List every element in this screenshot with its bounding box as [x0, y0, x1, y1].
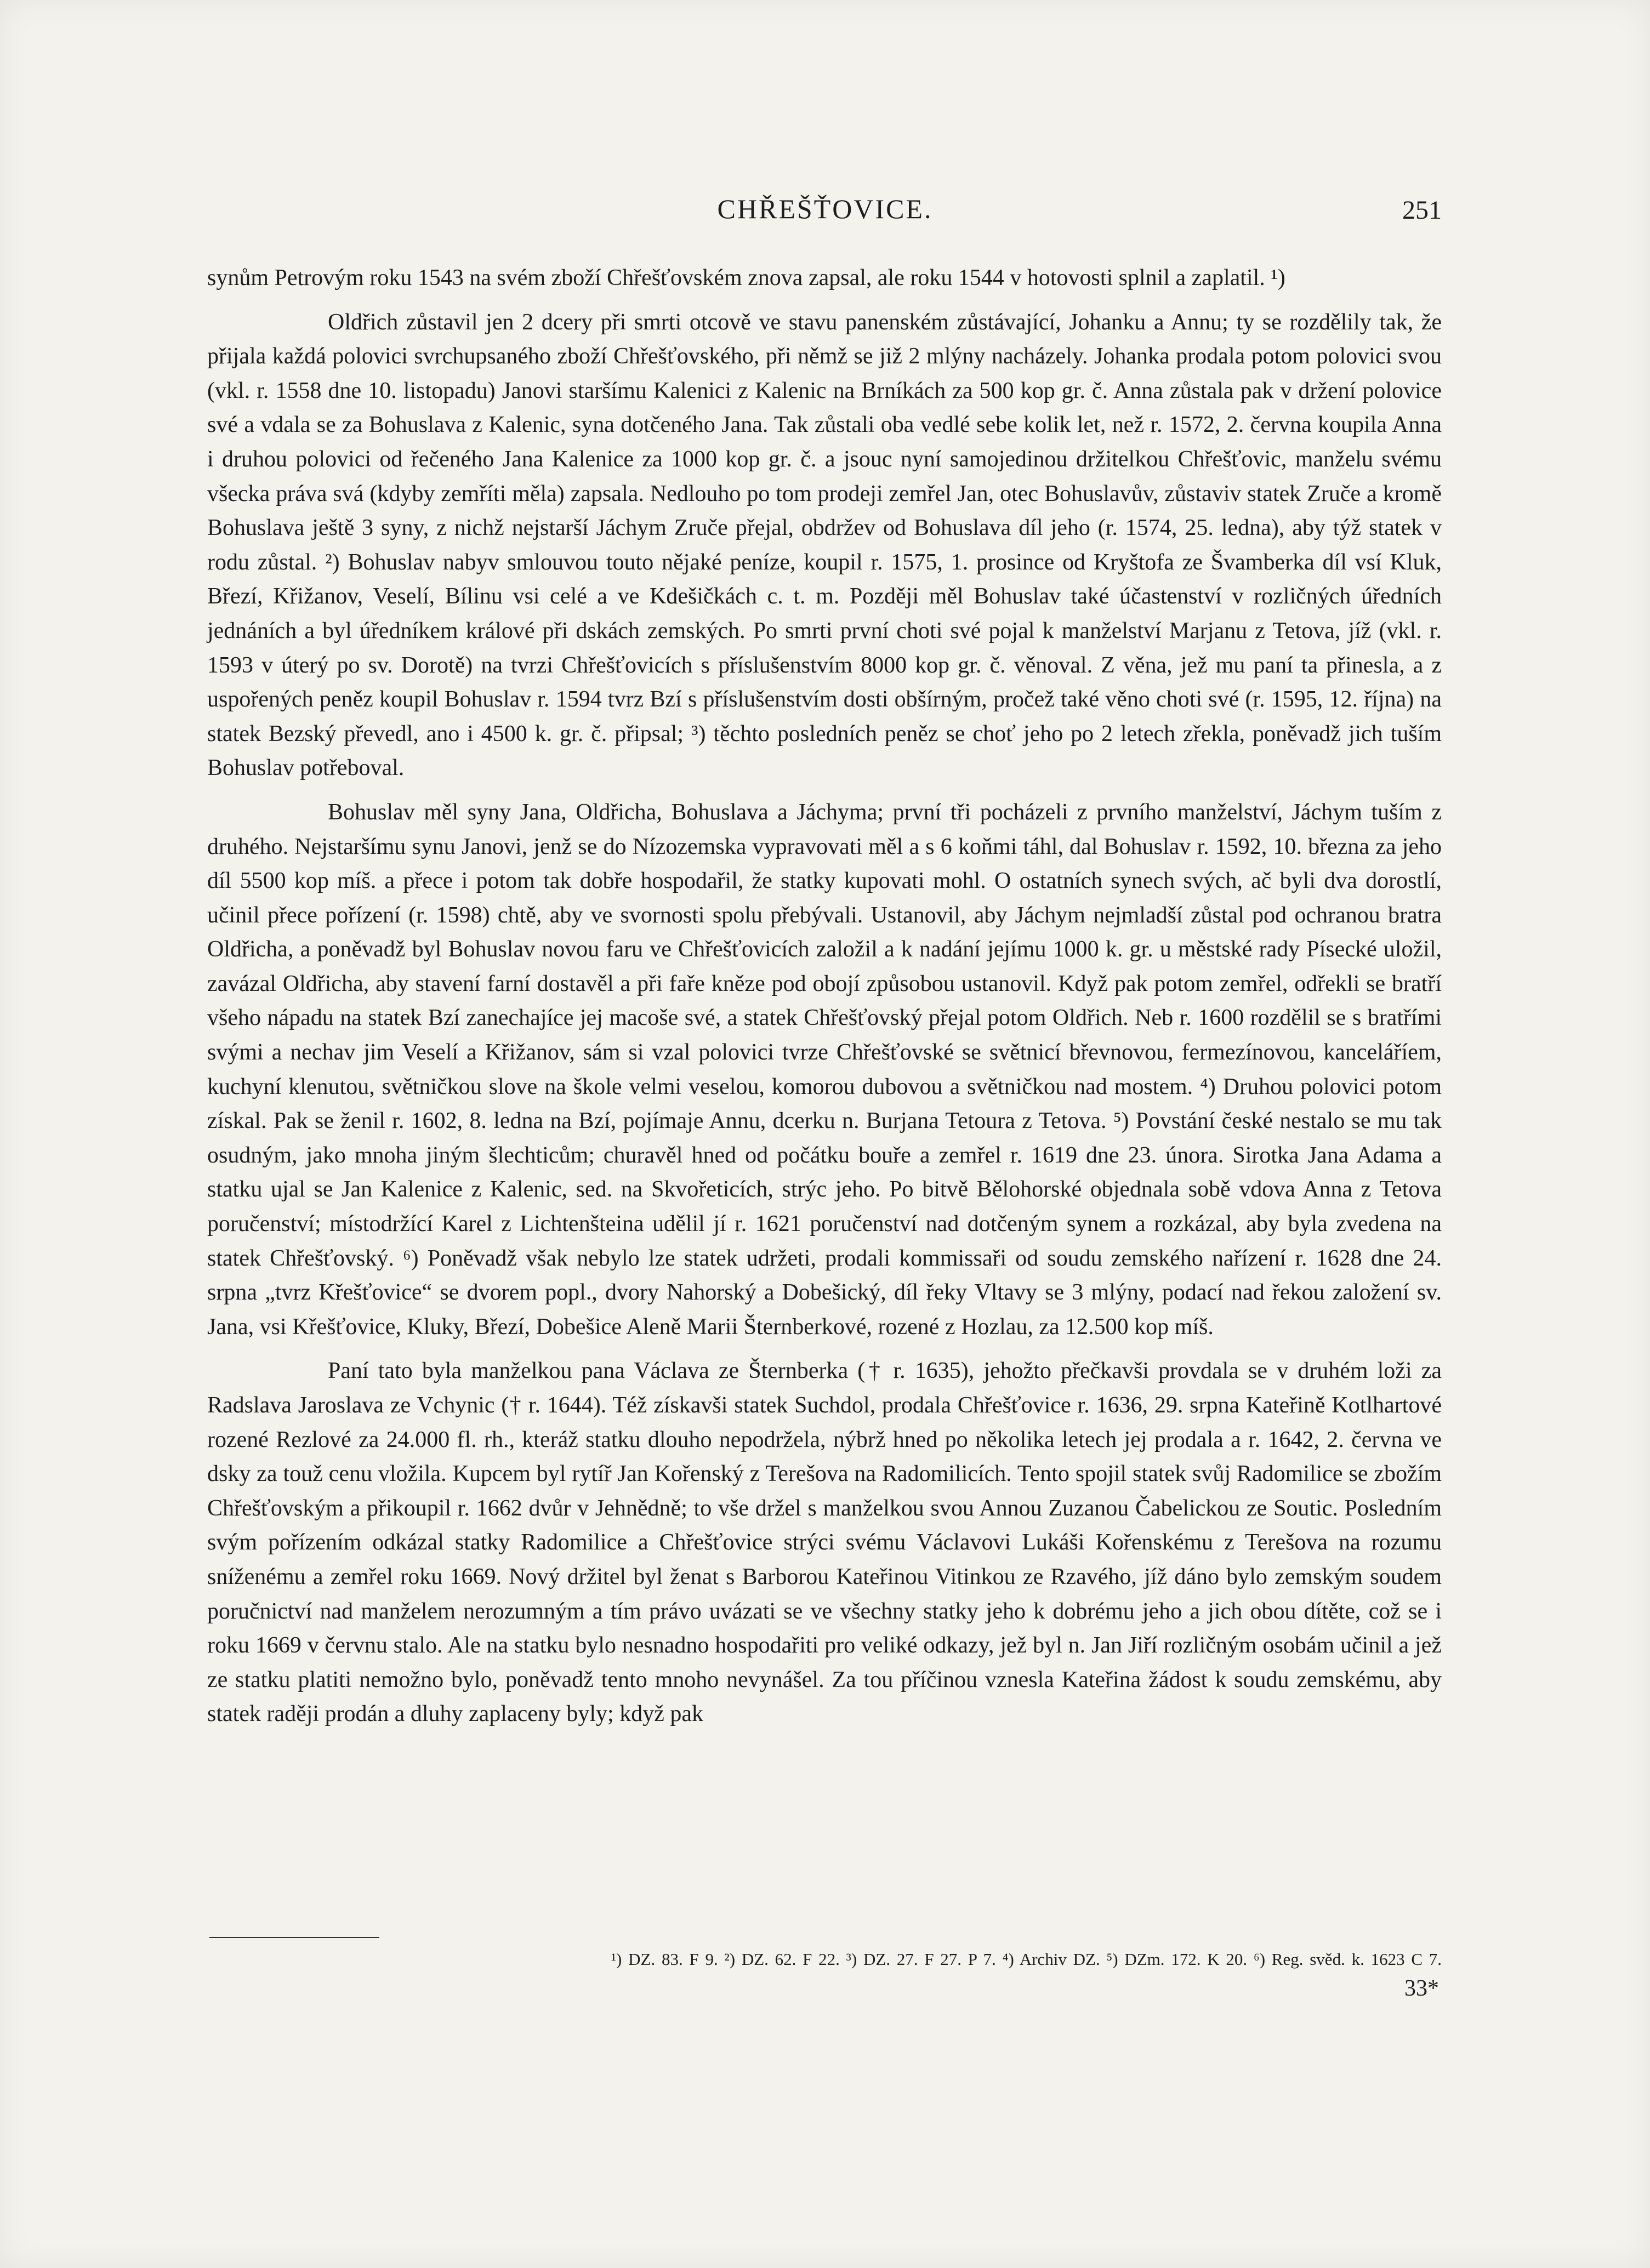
paragraph-2: Oldřich zůstavil jen 2 dcery při smrti otcově ve stavu panenském zůstávající, Johanku a Annu; ty se rozdělily tak, že přijala každá polovici svrchupsaného zboží Chřešťovského, při němž se již 2 mlýny nacházely. Johanka prodala potom polovici svou (vkl. r. 1558 dne 10. listopadu) Janovi staršímu Kalenici z Kalenic na Brníkách za 500 kop gr. č. Anna zůstala pak v držení polovice své a vdala se za Bohuslava z Kalenic, syna dotčeného Jana. Tak zůstali oba vedlé sebe kolik let, než r. 1572, 2. června koupila Anna i druhou polovici od řečeného Jana Kalenice za 1000 kop gr. č. a jsouc nyní samojedinou držitelkou Chřešťovic, manželu svému všecka práva svá (kdyby zemříti měla) zapsala. Nedlouho po tom prodeji zemřel Jan, otec Bohuslavův, zůstaviv statek Zruče a kromě Bohuslava ještě 3 syny, z nichž nejstarší Jáchym Zruče přejal, obdržev od Bohuslava díl jeho (r. 1574, 25. ledna), aby týž statek v rodu zůstal. ²) Bohuslav nabyv smlouvou touto nějaké peníze, koupil r. 1575, 1. prosince od Kryštofa ze Švamberka díl vsí Kluk, Březí, Křižanov, Veselí, Bílinu vsi celé a ve Kdešičkách c. t. m. Později měl Bohuslav také účastenství v rozličných úředních jednáních a byl úředníkem králové při dskách zemských. Po smrti první choti své pojal k manželství Marjanu z Tetova, jíž (vkl. r. 1593 v úterý po sv. Dorotě) na tvrzi Chřešťovicích s příslušenstvím 8000 kop gr. č. věnoval. Z věna, jež mu paní ta přinesla, a z uspořených peněz koupil Bohuslav r. 1594 tvrz Bzí s příslušenstvím dosti obšírným, pročež také věno choti své (r. 1595, 12. října) na statek Bezský převedl, ano i 4500 k. gr. č. připsal; ³) těchto posledních peněz se choť jeho po 2 letech zřekla, poněvadž jich tuším Bohuslav potřeboval. — [207, 309, 1442, 781]
running-title: CHŘEŠŤOVICE. — [717, 193, 933, 224]
paragraph-1: synům Petrovým roku 1543 na svém zboží Chřešťovském znova zapsal, ale roku 1544 v hotovosti splnil a zaplatil. ¹) — [207, 265, 1285, 290]
paragraph-4: Paní tato byla manželkou pana Václava ze Šternberka († r. 1635), jehožto přečkavši provdala se v druhém loži za Radslava Jaroslava ze Vchynic († r. 1644). Též získavši statek Suchdol, prodala Chřešťovice r. 1636, 29. srpna Kateřině Kotlhartové rozené Rezlové za 24.000 fl. rh., kteráž statku dlouho nepodržela, nýbrž hned po několika letech jej prodala a r. 1642, 2. června ve dsky za touž cenu vložila. Kupcem byl rytíř Jan Kořenský z Terešova na Radomilicích. Tento spojil statek svůj Radomilice se zbožím Chřešťovským a přikoupil r. 1662 dvůr v Jehnědně; to vše držel s manželkou svou Annou Zuzanou Čabelickou ze Soutic. Posledním svým pořízením odkázal statky Radomilice a Chřešťovice strýci svému Václavovi Lukáši Kořenskému z Terešova na rozumu sníženému a zemřel roku 1669. Nový držitel byl ženat s Barborou Kateřinou Vitinkou ze Rzavého, jíž dáno bylo zemským soudem poručnictví nad manželem nerozumným a tím právo uvázati se ve všechny statky jeho k dobrému jeho a jich obou dítěte, což se i roku 1669 v červnu stalo. Ale na statku bylo nesnadno hospodařiti pro veliké odkazy, jež byl n. Jan Jiří rozličným osobám učinil a jež ze statku platiti nemožno bylo, poněvadž tento mnoho nevynášel. Za tou příčinou vznesla Kateřina žádost k soudu zemskému, aby statek raději prodán a dluhy zaplaceny byly; když pak — [207, 1358, 1442, 1727]
footnote-divider — [209, 1937, 379, 1938]
page-number: 251 — [1402, 196, 1442, 225]
paragraph-3: Bohuslav měl syny Jana, Oldřicha, Bohuslava a Jáchyma; první tři pocházeli z prvního manželství, Jáchym tuším z druhého. Nejstaršímu synu Janovi, jenž se do Nízozemska vypravovati měl a s 6 koňmi táhl, dal Bohuslav r. 1592, 10. března za jeho díl 5500 kop míš. a přece i potom tak dobře hospodařil, že statky kupovati mohl. O ostatních synech svých, ač byli dva dorostlí, učinil přece pořízení (r. 1598) chtě, aby ve svornosti spolu přebývali. Ustanovil, aby Jáchym nejmladší zůstal pod ochranou bratra Oldřicha, a poněvadž byl Bohuslav novou faru ve Chřešťovicích založil a k nadání jejímu 1000 k. gr. u městské rady Písecké uložil, zavázal Oldřicha, aby stavení farní dostavěl a při faře kněze pod obojí způsobou ustanovil. Když pak potom zemřel, odřekli se bratří všeho nápadu na statek Bzí zanechajíce jej macoše své, a statek Chřešťovský přejal potom Oldřich. Neb r. 1600 rozdělil se s bratřími svými a nechav jim Veselí a Křižanov, sám si vzal polovici tvrze Chřešťovské se světnicí břevnovou, fermezínovou, kanceláříem, kuchyní klenutou, světničkou slove na škole velmi veselou, komorou dubovou a světničkou nad mostem. ⁴) Druhou polovici potom získal. Pak se ženil r. 1602, 8. ledna na Bzí, pojímaje Annu, dcerku n. Burjana Tetoura z Tetova. ⁵) Povstání české nestalo se mu tak osudným, jako mnoha jiným šlechticům; churavěl hned od počátku bouře a zemřel r. 1619 dne 23. února. Sirotka Jana Adama a statku ujal se Jan Kalenice z Kalenic, sed. na Skvořeticích, strýc jeho. Po bitvě Bělohorské objednala sobě vdova Anna z Tetova poručenství; místodržící Karel z Lichtenšteina udělil jí r. 1621 poručenství nad dotčeným synem a rozkázal, aby byla zvedena na statek Chřešťovský. ⁶) Poněvadž však nebylo lze statek udržeti, prodali kommissaři od soudu zemského nařízení r. 1628 dne 24. srpna „tvrz Křešťovice“ se dvorem popl., dvory Nahorský a Dobešický, díl řeky Vltavy se 3 mlýny, podací nad řekou založení sv. Jana, vsi Křešťovice, Kluky, Březí, Dobešice Aleně Marii Šternberkové, rozené z Hozlau, za 12.500 kop míš. — [207, 799, 1442, 1340]
page-header — [208, 193, 1442, 231]
signature-mark: 33* — [1404, 1976, 1439, 2001]
footnotes: ¹) DZ. 83. F 9. ²) DZ. 62. F 22. ³) DZ. 27. F 27. P 7. ⁴) Archiv DZ. ⁵) DZm. 172. K 20. ⁶) Reg. svěd. k. 1623 C 7. — [611, 1950, 1442, 1969]
body-text — [207, 261, 1442, 1731]
